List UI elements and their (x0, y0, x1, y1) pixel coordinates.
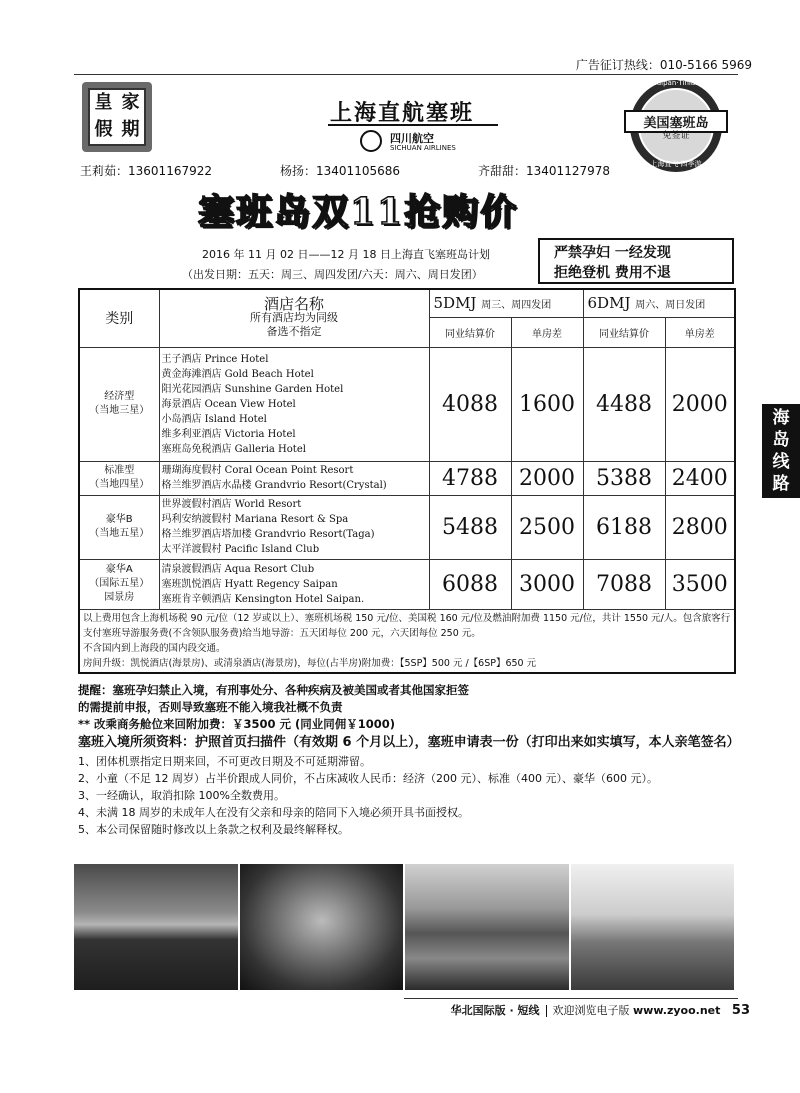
table-row (79, 495, 735, 559)
agency-logo-char: 期 (121, 119, 140, 140)
page-frame (74, 78, 738, 998)
publication-name: 华北国际版 · 短线 (450, 1004, 540, 1017)
photo-strip (74, 864, 734, 990)
price-6: 6188 (583, 495, 665, 559)
badge-sub-text: 免签证 (662, 131, 690, 141)
beach-photo (74, 864, 238, 990)
row-hotels: 珊瑚海度假村 Coral Ocean Point Resort 格兰维罗酒店水晶楼 Grandvrio Resort(Crystal) (159, 461, 429, 495)
term-item: 4、未满 18 周岁的未成年人在没有父亲和母亲的陪同下入境必须开具书面授权。 (78, 806, 469, 819)
price-6: 4488 (583, 347, 665, 461)
single-6: 2400 (665, 461, 735, 495)
header-5dmj: 5DMJ 周三、周四发团 (429, 289, 583, 317)
route-title: 上海直航塞班 (330, 100, 475, 126)
coast-photo (405, 864, 569, 990)
bottom-text (78, 682, 740, 838)
single-6: 2000 (665, 347, 735, 461)
saipan-badge (630, 80, 722, 172)
website-link[interactable]: www.zyoo.net (633, 1004, 721, 1017)
footer (451, 1002, 750, 1018)
header-5-single: 单房差 (511, 317, 583, 347)
plan-line: 2016 年 11 月 02 日——12 月 18 日上海直飞塞班岛计划 (202, 248, 490, 261)
welcome-text: 欢迎浏览电子版 (552, 1004, 630, 1017)
single-5: 2000 (511, 461, 583, 495)
contact-3: 齐甜甜：13401127978 (478, 164, 610, 178)
top-rule (74, 74, 738, 75)
airline-name-cn: 四川航空 (390, 132, 434, 145)
header-hotel (159, 289, 429, 347)
side-tab: 海 岛 线 路 (762, 404, 800, 498)
business-class-note: ** 改乘商务舱位来回附加费：￥3500 元 (同业同佣￥1000) (78, 717, 396, 731)
single-5: 2500 (511, 495, 583, 559)
reminder-line-1: 提醒：塞班孕妇禁止入境，有刑事处分、各种疾病及被美国或者其他国家拒签 (78, 683, 469, 697)
badge-top-text: Saipan·Tinian (652, 79, 700, 87)
row-hotels: 王子酒店 Prince Hotel 黄金海滩酒店 Gold Beach Hotel 阳光花园酒店 Sunshine Garden Hotel 海景酒店 Ocean View Hotel 小岛酒店 Island Hotel 维多利亚酒店 Victoria Hotel 塞班岛免税酒店 Galleria Hotel (159, 347, 429, 461)
single-6: 2800 (665, 495, 735, 559)
note-upgrade: 房间升级：凯悦酒店(海景房)、或清泉酒店(海景房)，每位(占半房)附加费：【5SP】500 元 /【6SP】650 元 (83, 657, 537, 669)
row-category: 豪华A （国际五星） 园景房 (79, 559, 159, 609)
agency-logo-char: 家 (121, 92, 140, 113)
single-5: 1600 (511, 347, 583, 461)
airline-name-en: SICHUAN AIRLINES (390, 144, 456, 152)
term-item: 2、小童（不足 12 周岁）占半价跟成人同价，不占床减收人民币：经济（200 元）、标准（400 元）、豪华（600 元）。 (78, 772, 658, 785)
airline-logo-icon (360, 130, 382, 152)
price-6: 5388 (583, 461, 665, 495)
agency-logo-char: 皇 (94, 92, 113, 113)
row-hotels: 清泉渡假酒店 Aqua Resort Club 塞班凯悦酒店 Hyatt Regency Saipan 塞班肯辛顿酒店 Kensington Hotel Saipan. (159, 559, 429, 609)
price-5: 5488 (429, 495, 511, 559)
single-6: 3500 (665, 559, 735, 609)
header-hotel-sub2: 备选不指定 (266, 325, 322, 339)
dates-line: （出发日期：五天：周三、周四发团/六天：周六、周日发团） (182, 268, 483, 281)
contact-2: 杨扬：13401105686 (280, 164, 400, 178)
header-category: 类别 (79, 289, 159, 347)
price-6: 7088 (583, 559, 665, 609)
header-6dmj: 6DMJ 周六、周日发团 (583, 289, 735, 317)
note-transport: 不含国内到上海段的国内段交通。 (83, 642, 226, 654)
row-hotels: 世界渡假村酒店 World Resort 玛利安纳渡假村 Mariana Resort & Spa 格兰维罗酒店塔加楼 Grandvrio Resort(Taga) 太平洋渡假村 Pacific Island Club (159, 495, 429, 559)
note-fees: 以上费用包含上海机场税 90 元/位（12 岁或以上）、塞班机场税 150 元/位、美国税 160 元/位及燃油附加费 1150 元/位，共计 1550 元/人。包含旅客行支付塞班导游服务费(不含领队服务费)给当地导游：五天团每位 200 元，六天团每位 250 元。 (83, 612, 731, 639)
grotto-photo (240, 864, 404, 990)
row-category: 经济型 （当地三星） (79, 347, 159, 461)
header-hotel-title: 酒店名称 (263, 295, 324, 314)
price-5: 4088 (429, 347, 511, 461)
warning-box (538, 238, 734, 284)
contact-1: 王莉茹：13601167922 (80, 164, 212, 178)
entry-docs: 塞班入境所须资料：护照首页扫描件（有效期 6 个月以上），塞班申请表一份（打印出来如实填写，本人亲笔签名） (78, 735, 740, 750)
term-item: 1、团体机票指定日期来回，不可更改日期及不可延期滞留。 (78, 755, 371, 768)
table-row (79, 461, 735, 495)
badge-bottom-text: 上海直飞·四季游 (650, 160, 702, 168)
agency-logo-char: 假 (94, 119, 113, 140)
row-category: 标准型 （当地四星） (79, 461, 159, 495)
footer-rule (404, 998, 738, 999)
header-6-single: 单房差 (665, 317, 735, 347)
price-5: 4788 (429, 461, 511, 495)
memorial-photo (571, 864, 735, 990)
price-5: 6088 (429, 559, 511, 609)
table-row (79, 347, 735, 461)
agency-logo (82, 82, 152, 152)
single-5: 3000 (511, 559, 583, 609)
route-title-underline (328, 124, 498, 126)
footer-separator (546, 1005, 547, 1017)
header-hotel-sub1: 所有酒店均为同级 (250, 311, 338, 325)
promo-title: 塞班岛双11抢购价 (198, 191, 519, 233)
header-5-price: 同业结算价 (429, 317, 511, 347)
term-item: 5、本公司保留随时修改以上条款之权利及最终解释权。 (78, 823, 349, 836)
reminder-line-2: 的需提前申报，否则导致塞班不能入境我社概不负责 (78, 700, 343, 714)
header-6-price: 同业结算价 (583, 317, 665, 347)
warning-line-2: 拒绝登机 费用不退 (554, 265, 671, 281)
notes-row (79, 609, 735, 673)
warning-line-1: 严禁孕妇 一经发现 (554, 245, 671, 261)
notes-cell (79, 609, 735, 673)
row-category: 豪华B （当地五星） (79, 495, 159, 559)
hotline: 广告征订热线：010-5166 5969 (575, 58, 752, 72)
price-table (78, 288, 736, 674)
badge-main-text: 美国塞班岛 (624, 110, 728, 133)
table-row (79, 559, 735, 609)
page-number: 53 (731, 1003, 750, 1018)
term-item: 3、一经确认，取消扣除 100%全数费用。 (78, 789, 285, 802)
